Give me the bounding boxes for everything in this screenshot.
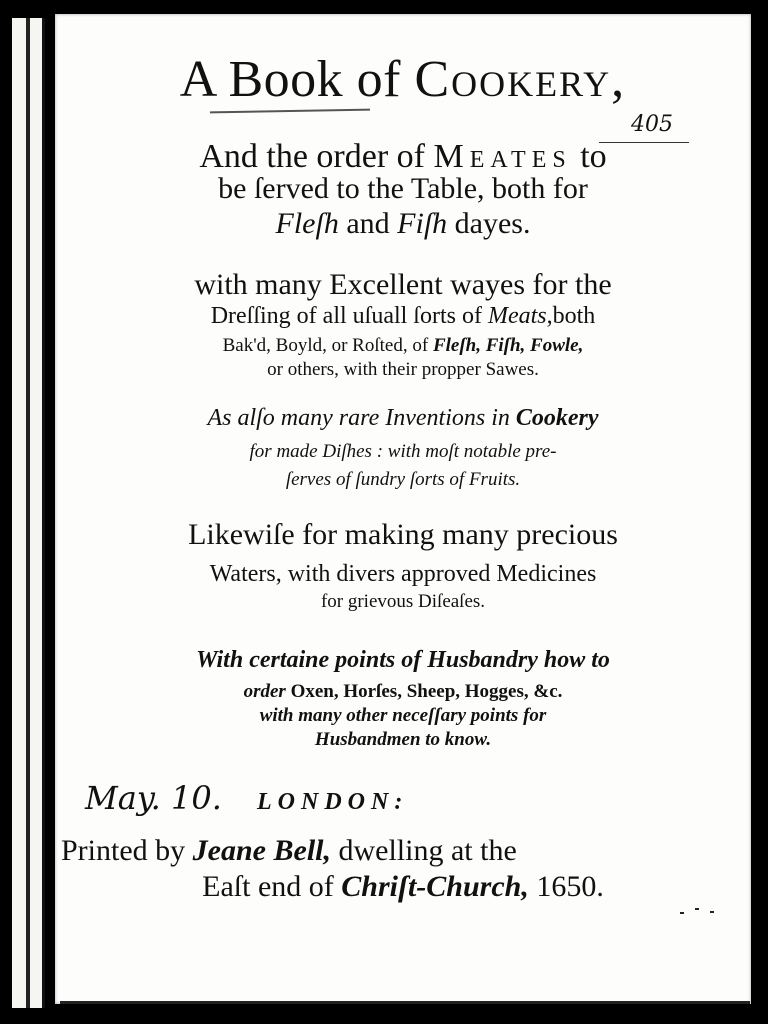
- handwritten-date: May. 10.: [85, 779, 222, 817]
- section1-both: ,both: [546, 303, 596, 329]
- imprint-dwelling: dwelling at the: [338, 834, 517, 867]
- title-part-2: Cookery,: [414, 51, 627, 108]
- section1-meats: Meats: [487, 303, 547, 329]
- section2-inventions: As alſo many rare Inventions in: [207, 405, 510, 431]
- section1-flesh-fish-fowle: Fleſh, Fiſh, Fowle,: [432, 335, 584, 356]
- imprint-place-line: [85, 779, 768, 817]
- ink-speck: [680, 912, 684, 914]
- imprint-line-2: [55, 872, 751, 902]
- section4-line-4: Husbandmen to know.: [314, 729, 492, 750]
- imprint-printed-by: Printed by: [61, 834, 186, 867]
- section1-line-2: [55, 304, 751, 328]
- subtitle-to: to: [580, 138, 607, 175]
- section3-line-2: Waters, with divers approved Medicines: [209, 561, 597, 587]
- book-title: [55, 51, 751, 108]
- subtitle-meates: Meates: [433, 138, 572, 175]
- imprint-east-end: Eaſt end of: [202, 870, 334, 903]
- subtitle-text: And the order of: [199, 138, 425, 175]
- catalog-number-handwritten: 405: [631, 112, 673, 137]
- subtitle-flesh: Fleſh: [275, 207, 339, 240]
- subtitle-fish: Fiſh: [397, 207, 448, 240]
- page-bottom-edge: [60, 1001, 750, 1004]
- section3-line-1: Likewiſe for making many precious: [188, 518, 618, 551]
- section3-line-3: for grievous Diſeaſes.: [320, 591, 486, 612]
- section1-line-4: or others, with their propper Sawes.: [267, 359, 539, 380]
- imprint-place: LONDON:: [257, 789, 409, 815]
- binding-edge: [26, 18, 30, 1008]
- subtitle-and: and: [346, 207, 390, 240]
- imprint-church: Chriſt-Church,: [341, 870, 529, 903]
- title-page: [55, 14, 751, 1004]
- pen-mark: [210, 109, 370, 114]
- subtitle-line-1: [55, 140, 751, 174]
- section2-line-3: ſerves of ſundry ſorts of Fruits.: [285, 469, 521, 490]
- section2-cookery: Cookery: [515, 405, 599, 431]
- section4-line-3: with many other neceſſary points for: [259, 705, 547, 726]
- section1-text: Dreſſing of all uſuall ſorts of: [210, 303, 482, 329]
- section4-line-2: [55, 682, 751, 701]
- subtitle-line-3: [55, 209, 751, 239]
- title-part-1: A Book of: [179, 51, 401, 108]
- section4-livestock: Oxen, Horſes, Sheep, Hogges, &c.: [290, 681, 563, 702]
- subtitle-line-2: be ſerved to the Table, both for: [218, 172, 588, 205]
- section2-line-1: [55, 406, 751, 430]
- imprint-printer: Jeane Bell,: [192, 834, 331, 867]
- section1-line-3: [55, 336, 751, 355]
- ink-speck: [695, 908, 699, 910]
- section4-order: order: [243, 681, 286, 702]
- section4-line-1: With certaine points of Husbandry how to: [196, 647, 610, 673]
- subtitle-dayes: dayes.: [454, 207, 531, 240]
- section1-bakd: Bak'd, Boyld, or Roſted, of: [222, 335, 429, 356]
- imprint-year: 1650.: [536, 870, 604, 903]
- section1-line-1: with many Excellent wayes for the: [194, 268, 612, 301]
- imprint-line-1: [61, 836, 757, 866]
- section2-line-2: for made Diſhes : with moſt notable pre-: [249, 441, 557, 462]
- ink-speck: [710, 911, 714, 913]
